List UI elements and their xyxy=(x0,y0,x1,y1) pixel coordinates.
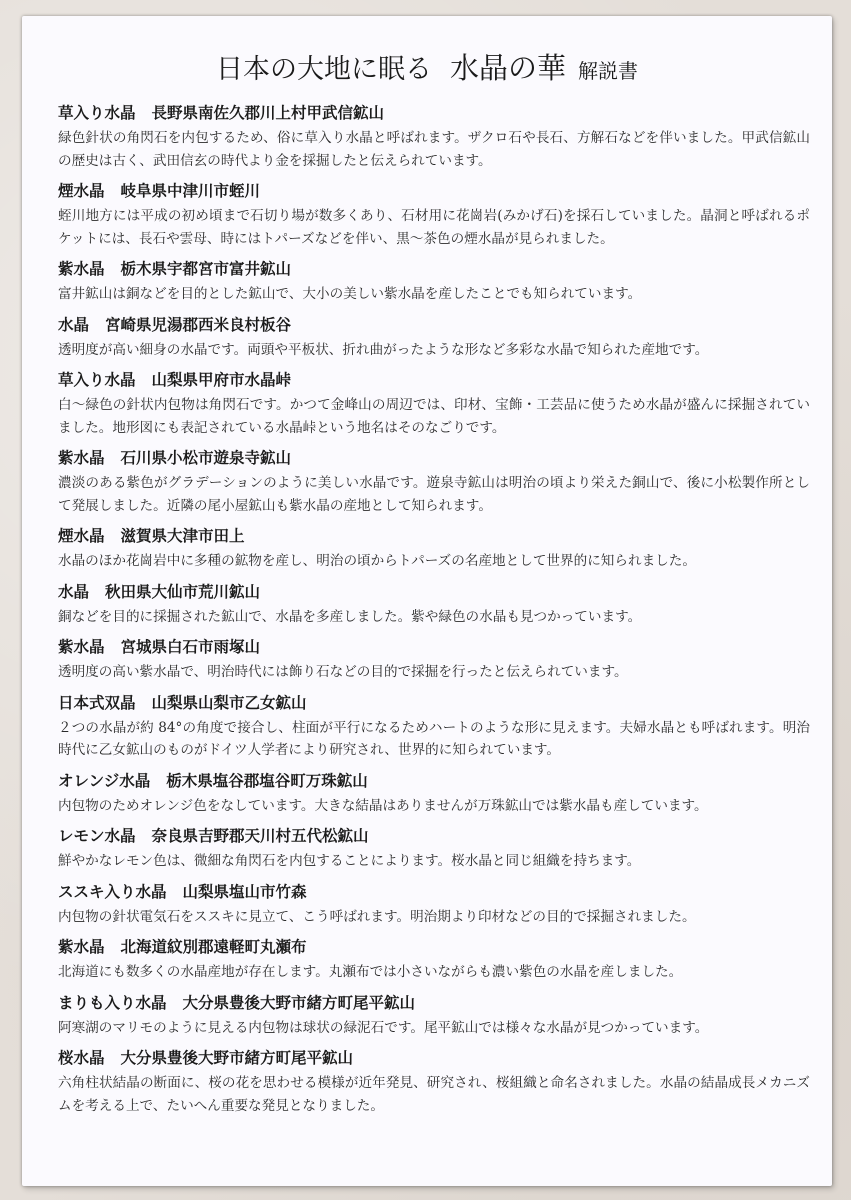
mineral-name: オレンジ水晶 xyxy=(58,771,151,790)
entry xyxy=(58,1047,810,1117)
mineral-name: 紫水晶 xyxy=(58,260,105,278)
entry xyxy=(58,102,810,172)
locality-name: 山梨県甲府市水晶峠 xyxy=(151,371,292,389)
entry-description: 六角柱状結晶の断面に、桜の花を思わせる模様が近年発見、研究され、桜組織と命名されました。水晶の結晶成長メカニズムを考える上で、たいへん重要な発見となりました。 xyxy=(58,1075,810,1114)
mineral-name: 日本式双晶 xyxy=(58,693,136,712)
mineral-name: 草入り水晶 xyxy=(58,104,136,122)
entry xyxy=(58,525,810,573)
entry xyxy=(58,692,810,762)
entry xyxy=(58,314,810,362)
entry-heading xyxy=(58,102,810,124)
entry-heading xyxy=(58,692,810,714)
entry-description: 鮮やかなレモン色は、微細な角閃石を内包することによります。桜水晶と同じ組織を持ちます。 xyxy=(58,853,641,869)
entry-description: 阿寒湖のマリモのように見える内包物は球状の緑泥石です。尾平鉱山では様々な水晶が見つかっています。 xyxy=(58,1019,709,1036)
entry-heading xyxy=(58,369,810,391)
entry-description: 銅などを目的に採掘された鉱山で、水晶を多産しました。紫や緑色の水晶も見つかっています。 xyxy=(58,608,642,625)
entry-description: 透明度が高い細身の水晶です。両頭や平板状、折れ曲がったような形など多彩な水晶で知られた産地です。 xyxy=(58,341,709,358)
entry xyxy=(58,447,810,517)
title-main: 日本の大地に眠る xyxy=(215,54,432,85)
entry-description: 蛭川地方には平成の初め頃まで石切り場が数多くあり、石材用に花崗岩(みかげ石)を採石していました。晶洞と呼ばれるポケットには、長石や雲母、時にはトパーズなどを伴い、黒～茶色の煙水晶が見られました。 xyxy=(58,208,810,247)
locality-name: 大分県豊後大野市緒方町尾平鉱山 xyxy=(182,993,416,1012)
locality-name: 山梨県塩山市竹森 xyxy=(182,882,307,901)
mineral-name: 水晶 xyxy=(58,315,90,334)
locality-name: 栃木県宇都宮市富井鉱山 xyxy=(120,260,292,278)
entry-description: 緑色針状の角閃石を内包するため、俗に草入り水晶と呼ばれます。ザクロ石や長石、方解石などを伴いました。甲武信鉱山の歴史は古く、武田信玄の時代より金を採掘したと伝えられています。 xyxy=(58,130,810,169)
locality-name: 石川県小松市遊泉寺鉱山 xyxy=(120,449,292,467)
mineral-name: 草入り水晶 xyxy=(58,371,136,389)
entry-description: 白～緑色の針状内包物は角閃石です。かつて金峰山の周辺では、印材、宝飾・工芸品に使うため水晶が盛んに採掘されていました。地形図にも表記されている水晶峠という地名はそのなごりです。 xyxy=(58,397,810,436)
document-sheet xyxy=(22,16,832,1186)
mineral-name: 紫水晶 xyxy=(58,938,105,956)
entry xyxy=(58,992,810,1040)
entry-description: ２つの水晶が約 84°の角度で接合し、柱面が平行になるためハートのような形に見えます。夫婦水晶とも呼ばれます。明治時代に乙女鉱山のものがドイツ人学者により研究され、世界的に知られています。 xyxy=(58,719,810,758)
entry-list xyxy=(58,102,810,1125)
entry-heading xyxy=(58,770,810,792)
entry-heading xyxy=(58,992,810,1014)
entry xyxy=(58,825,810,873)
entry-description: 透明度の高い紫水晶で、明治時代には飾り石などの目的で採掘を行ったと伝えられています。 xyxy=(58,664,628,680)
entry-heading xyxy=(58,258,810,280)
entry-description: 水晶のほか花崗岩中に多種の鉱物を産し、明治の頃からトパーズの名産地として世界的に知られました。 xyxy=(58,553,696,569)
locality-name: 滋賀県大津市田上 xyxy=(120,527,245,545)
locality-name: 岐阜県中津川市蛭川 xyxy=(120,182,261,200)
entry-description: 濃淡のある紫色がグラデーションのように美しい水晶です。遊泉寺鉱山は明治の頃より栄えた銅山で、後に小松製作所として発展しました。近隣の尾小屋鉱山も紫水晶の産地として知られます。 xyxy=(58,475,810,514)
mineral-name: 水晶 xyxy=(58,582,90,601)
locality-name: 栃木県塩谷郡塩谷町万珠鉱山 xyxy=(166,771,368,790)
mineral-name: 桜水晶 xyxy=(58,1049,105,1067)
entry xyxy=(58,936,810,984)
entry-heading xyxy=(58,525,810,547)
mineral-name: 煙水晶 xyxy=(58,182,105,200)
title-emphasis: 水晶の華 xyxy=(449,51,566,85)
entry-heading xyxy=(58,581,810,603)
entry-heading xyxy=(58,636,810,658)
entry-heading xyxy=(58,1047,810,1069)
entry-heading xyxy=(58,936,810,958)
entry xyxy=(58,369,810,439)
page-title xyxy=(22,51,832,85)
locality-name: 大分県豊後大野市緒方町尾平鉱山 xyxy=(120,1049,354,1067)
entry-heading xyxy=(58,314,810,336)
entry xyxy=(58,258,810,306)
locality-name: 山梨県山梨市乙女鉱山 xyxy=(151,693,307,712)
entry-heading xyxy=(58,180,810,202)
entry xyxy=(58,770,810,818)
entry xyxy=(58,581,810,629)
mineral-name: 紫水晶 xyxy=(58,449,105,467)
locality-name: 北海道紋別郡遠軽町丸瀬布 xyxy=(120,938,307,956)
mineral-name: レモン水晶 xyxy=(58,827,136,845)
locality-name: 奈良県吉野郡天川村五代松鉱山 xyxy=(151,827,369,845)
entry-heading xyxy=(58,447,810,469)
locality-name: 宮崎県児湯郡西米良村板谷 xyxy=(105,315,292,334)
entry-description: 内包物のためオレンジ色をなしています。大きな結晶はありませんが万珠鉱山では紫水晶も産しています。 xyxy=(58,797,708,814)
mineral-name: 煙水晶 xyxy=(58,527,105,545)
entry-heading xyxy=(58,825,810,847)
entry-description: 内包物の針状電気石をススキに見立て、こう呼ばれます。明治期より印材などの目的で採掘されました。 xyxy=(58,908,696,925)
mineral-name: まりも入り水晶 xyxy=(58,993,167,1012)
mineral-name: 紫水晶 xyxy=(58,638,105,656)
entry-description: 富井鉱山は銅などを目的とした鉱山で、大小の美しい紫水晶を産したことでも知られています。 xyxy=(58,286,642,302)
title-suffix: 解説書 xyxy=(578,59,638,83)
locality-name: 宮城県白石市雨塚山 xyxy=(120,638,261,656)
locality-name: 長野県南佐久郡川上村甲武信鉱山 xyxy=(151,104,385,122)
mineral-name: ススキ入り水晶 xyxy=(58,882,167,901)
entry-description: 北海道にも数多くの水晶産地が存在します。丸瀬布では小さいながらも濃い紫色の水晶を産しました。 xyxy=(58,964,683,980)
locality-name: 秋田県大仙市荒川鉱山 xyxy=(105,582,261,601)
entry-heading xyxy=(58,881,810,903)
entry xyxy=(58,881,810,929)
entry xyxy=(58,180,810,250)
entry xyxy=(58,636,810,684)
